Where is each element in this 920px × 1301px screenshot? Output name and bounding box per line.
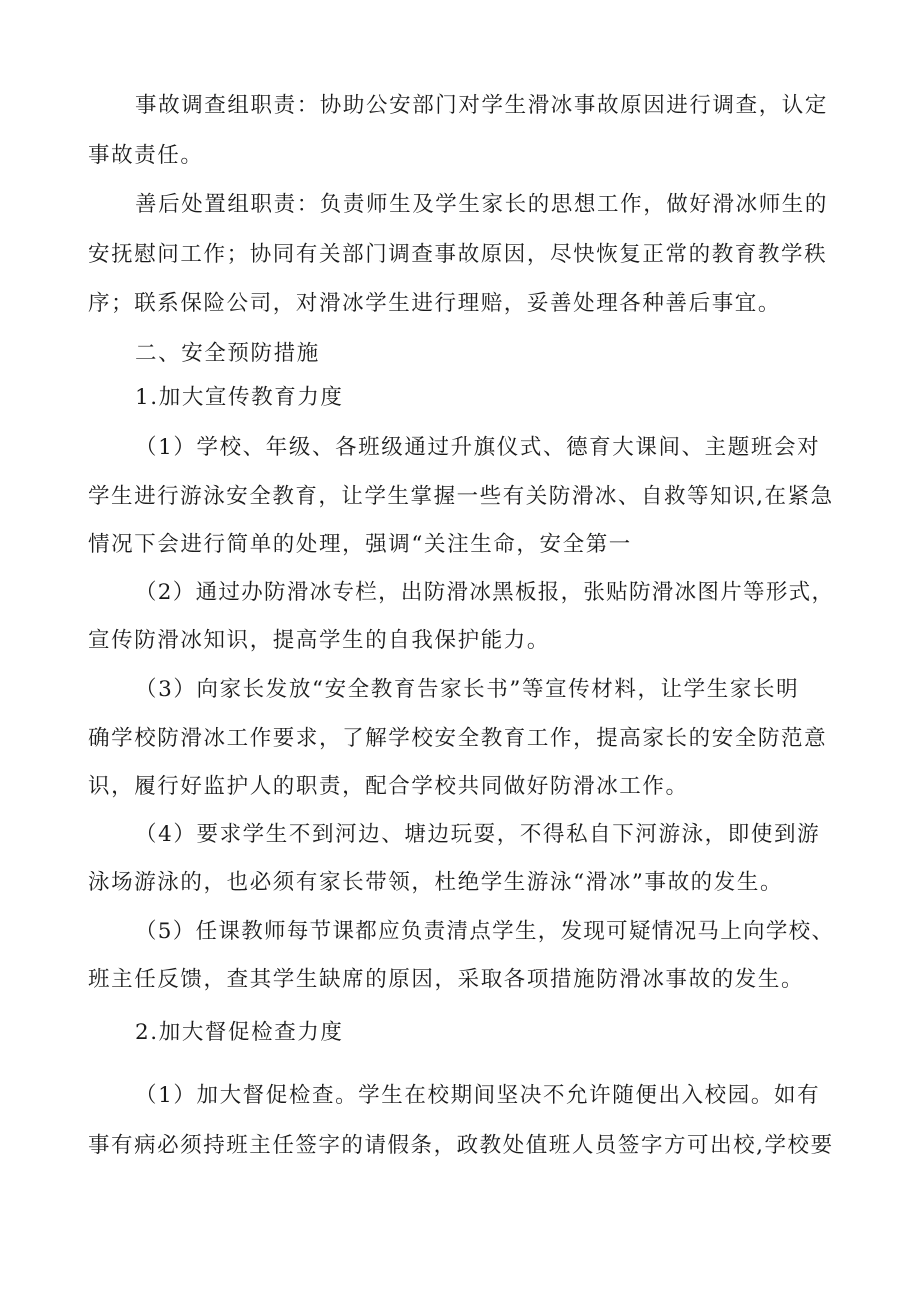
- section-heading-safety-measures: 二、安全预防措施: [135, 341, 320, 366]
- item-3-line-2: 确学校防滑冰工作要求，了解学校安全教育工作，提高家长的安全防范意: [88, 726, 828, 751]
- paragraph-accident-investigation-line-1: 事故调查组职责：协助公安部门对学生滑冰事故原因进行调查，认定: [135, 93, 829, 118]
- item-3-line-3: 识，履行好监护人的职责，配合学校共同做好防滑冰工作。: [88, 774, 689, 799]
- item-1-line-2: 学生进行游泳安全教育，让学生掌握一些有关防滑冰、自救等知识,在紧急: [88, 484, 834, 509]
- item-4-line-1: （4）要求学生不到河边、塘边玩耍，不得私自下河游泳，即使到游: [135, 822, 821, 847]
- item-supervision-1-line-2: 事有病必须持班主任签字的请假条，政教处值班人员签字方可出校,学校要: [88, 1133, 834, 1158]
- paragraph-accident-investigation-line-2: 事故责任。: [88, 143, 204, 168]
- paragraph-aftermath-line-1: 善后处置组职责：负责师生及学生家长的思想工作，做好滑冰师生的: [135, 192, 829, 217]
- paragraph-aftermath-line-2: 安抚慰问工作；协同有关部门调查事故原因，尽快恢复正常的教育教学秩: [88, 242, 828, 267]
- item-5-line-1: （5）任课教师每节课都应负责清点学生，发现可疑情况马上向学校、: [135, 919, 835, 944]
- item-1-line-1: （1）学校、年级、各班级通过升旗仪式、德育大课间、主题班会对: [135, 435, 821, 460]
- item-1-line-3: 情况下会进行简单的处理，强调“关注生命，安全第一: [88, 532, 632, 557]
- item-supervision-1-line-1: （1）加大督促检查。学生在校期间坚决不允许随便出入校园。如有: [135, 1083, 821, 1108]
- item-5-line-2: 班主任反馈，查其学生缺席的原因，采取各项措施防滑冰事故的发生。: [88, 967, 805, 992]
- subheading-supervision-inspection: 2.加大督促检查力度: [135, 1020, 344, 1045]
- item-2-line-1: （2）通过办防滑冰专栏，出防滑冰黑板报，张贴防滑冰图片等形式，: [135, 580, 835, 605]
- item-3-line-1: （3）向家长发放“安全教育告家长书”等宣传材料，让学生家长明: [135, 677, 800, 702]
- item-2-line-2: 宣传防滑冰知识，提高学生的自我保护能力。: [88, 628, 551, 653]
- item-4-line-2: 泳场游泳的，也必须有家长带领，杜绝学生游泳“滑冰”事故的发生。: [88, 870, 784, 895]
- subheading-publicity-education: 1.加大宣传教育力度: [135, 385, 344, 410]
- paragraph-aftermath-line-3: 序；联系保险公司，对滑冰学生进行理赔，妥善处理各种善后事宜。: [88, 291, 782, 316]
